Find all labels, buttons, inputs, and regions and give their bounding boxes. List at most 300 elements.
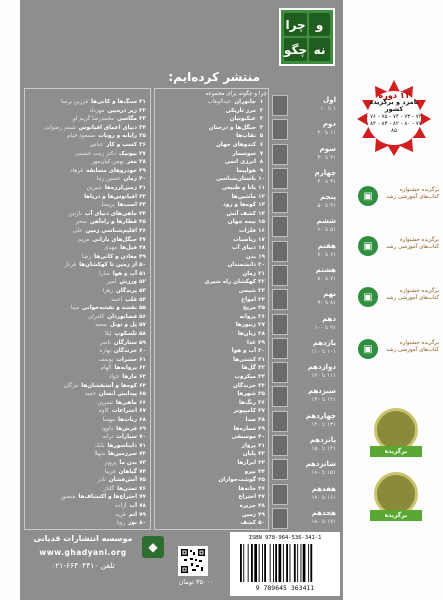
item-title: ربات‌ها (117, 416, 137, 423)
book-thumbnail (272, 435, 288, 456)
item-number: ۸ (259, 159, 264, 166)
volume-name: هشتم (315, 265, 336, 274)
list-item (157, 313, 267, 322)
item-author: مریم (77, 236, 90, 243)
list-item (28, 244, 148, 253)
list-item (28, 304, 148, 313)
books-list-middle (157, 98, 267, 528)
item-author: نازنین (68, 210, 82, 217)
volume-name: دهم (322, 314, 336, 323)
item-number: ۶۶ (139, 399, 146, 406)
item-title: ماهی‌ها (115, 399, 137, 406)
item-number: ۳۹ (139, 167, 146, 174)
item-number: ۶۲ (139, 365, 146, 372)
volume-range: ۵۱ تا ۶۰ (317, 227, 336, 234)
list-item (28, 339, 148, 348)
medal-ribbon: برگزیده (370, 510, 422, 521)
volume-spine (272, 264, 338, 287)
list-item (28, 321, 148, 330)
list-item (28, 407, 148, 416)
item-title: دنیای آب (232, 245, 256, 252)
item-author: پریسا (101, 202, 115, 209)
book-icon: ▣ (358, 339, 378, 359)
item-number: ۵۹ (139, 339, 146, 346)
list-item (28, 485, 148, 494)
item-number: ۴۶ (139, 227, 146, 234)
book-thumbnail (272, 95, 288, 116)
item-number: ۳۲ (139, 107, 146, 114)
item-author: بابک (94, 442, 105, 449)
list-item (157, 141, 267, 150)
item-title: زمان (242, 270, 256, 277)
volume-name: اول (323, 96, 336, 104)
list-item (157, 390, 267, 399)
list-item (157, 347, 267, 356)
volume-spine (272, 143, 338, 166)
item-title: مرز تاریکی (225, 107, 256, 114)
publisher-website: www.ghadyani.org (39, 548, 127, 557)
medal-badge (370, 408, 422, 464)
list-item (28, 442, 148, 451)
item-title: انرژی اتمی (224, 159, 256, 166)
item-title: غذا (247, 339, 256, 346)
item-number: ۲۵ (258, 305, 265, 312)
item-number: ۳۴ (139, 124, 146, 131)
item-author: مسعود خیام (67, 133, 96, 140)
item-number: ۳۴ (258, 382, 265, 389)
item-number: ۵ (259, 133, 264, 140)
item-number: ۱۸ (258, 245, 265, 252)
item-number: ۱۵ (258, 219, 265, 226)
item-number: ۷۶ (139, 485, 146, 492)
list-item (28, 459, 148, 468)
item-title: خانه‌ها (238, 485, 256, 492)
item-author: زهرا (102, 288, 113, 295)
item-title: زمین (241, 511, 256, 518)
item-title: فیل‌ها (120, 245, 137, 252)
item-number: ۲۶ (258, 313, 265, 320)
item-number: ۷۲ (139, 451, 146, 458)
item-author: فرهاد (70, 167, 84, 174)
item-title: باستان‌شناسی (216, 176, 256, 183)
item-title: بدن ما (119, 459, 137, 466)
award-badge (355, 335, 440, 373)
item-title: کهکشان راه شیری (204, 279, 256, 286)
volume-range: ۹۱ تا ۱۰۰ (314, 324, 336, 331)
item-number: ۳۳ (139, 116, 146, 123)
volume-spine (272, 507, 338, 530)
volume-name: هفدهم (311, 484, 336, 493)
item-author: داوود (101, 425, 114, 432)
logo-letter: چگو (284, 38, 307, 61)
volume-name: هجدهم (311, 508, 336, 517)
item-number: ۴۱ (139, 184, 146, 191)
middle-list-header: چرا و چگونه برای مجموعه (205, 91, 267, 97)
item-title: پل و تونل (109, 322, 137, 329)
list-item (157, 407, 267, 416)
volume-name: سوم (319, 144, 336, 153)
item-number: ۴۴ (139, 210, 146, 217)
item-title: آتش‌فشان (108, 477, 137, 484)
item-author: لیلا (104, 331, 112, 338)
book-thumbnail (272, 144, 288, 165)
item-title: زبان‌ها (237, 331, 256, 338)
volume-spines (272, 94, 338, 531)
item-title: ابزارها (237, 459, 256, 466)
item-number: ۲۸ (258, 331, 265, 338)
list-item (157, 193, 267, 202)
list-item (28, 218, 148, 227)
item-title: قطارها و راه‌آهن (89, 219, 137, 226)
item-title: گل‌ها (241, 365, 256, 372)
item-author: شیرین (86, 184, 102, 191)
item-number: ۷۳ (139, 459, 146, 466)
item-number: ۶۱ (139, 356, 146, 363)
item-number: ۵۸ (139, 331, 146, 338)
award-badge (355, 283, 440, 321)
item-title: زمین‌لرزه‌ها (104, 184, 137, 191)
item-number: ۳۳ (258, 374, 265, 380)
volume-name: نهم (323, 290, 336, 299)
item-author: حمید (84, 391, 96, 398)
item-number: ۴ (259, 124, 264, 131)
list-item (28, 364, 148, 373)
item-author: نادر (97, 477, 106, 484)
item-author: مژگان (63, 382, 79, 389)
item-number: ۱۶ (258, 227, 265, 234)
volume-range: ۲۱ تا ۳۰ (317, 154, 336, 161)
list-item (157, 296, 267, 305)
list-item (157, 278, 267, 287)
item-title: تلسکوپ (114, 331, 137, 338)
book-thumbnail (272, 386, 288, 407)
list-item (28, 227, 148, 236)
list-item (28, 193, 148, 202)
item-author: مهسا (102, 416, 115, 423)
award-subtitle: نامزد و برگزیده (369, 98, 419, 107)
item-title: اختراع (238, 494, 256, 501)
list-item (28, 132, 148, 141)
item-number: ۱۹ (258, 253, 265, 260)
list-item (28, 425, 148, 434)
item-number: ۳۱ (139, 99, 146, 105)
list-item (157, 373, 267, 382)
list-item (28, 519, 148, 528)
list-item (157, 158, 267, 167)
volume-range: ۸۱ تا ۹۰ (317, 300, 336, 307)
list-item (28, 330, 148, 339)
item-number: ۲۹ (258, 339, 265, 346)
list-item (157, 167, 267, 176)
list-item (157, 115, 267, 124)
item-author: ناصر (99, 339, 111, 346)
item-title: نقاب‌ها (236, 133, 256, 140)
list-item (157, 175, 267, 184)
item-title: امواج (241, 296, 256, 303)
item-title: پیدایش انسان (98, 391, 137, 398)
list-item (157, 356, 267, 365)
item-title: گوشت‌خواران (218, 477, 256, 484)
item-number: ۱۰ (258, 176, 265, 183)
list-item (157, 459, 267, 468)
list-item (157, 450, 267, 459)
item-title: زمان (123, 176, 137, 183)
list-item (28, 261, 148, 270)
item-title: اتم (128, 511, 137, 518)
item-author: فریبا (104, 468, 116, 475)
volume-name: چهارم (314, 168, 336, 177)
book-icon: ▣ (358, 236, 378, 256)
list-item (157, 468, 267, 477)
item-number: ۱۱ (258, 184, 265, 191)
item-author: سعید (94, 322, 107, 329)
list-item (28, 253, 148, 262)
item-title: سوسمار (232, 150, 256, 157)
list-item (157, 236, 267, 245)
item-number: ۷۸ (139, 502, 146, 509)
list-item (28, 201, 148, 210)
item-author: شبنم رضوانی (44, 124, 76, 131)
item-title: نور (128, 520, 137, 527)
item-title: کامپیوتر (233, 408, 256, 415)
item-author: محمدرضا گریم لو (72, 116, 115, 123)
volume-range: ۶۱ تا ۷۰ (317, 251, 336, 258)
book-thumbnail (272, 411, 288, 432)
price-label: ۳۵۰۰۰ تومان (178, 578, 214, 586)
item-number: ۵۴ (139, 296, 146, 303)
item-number: ۴۸ (139, 245, 146, 252)
item-title: کشتی‌ها (233, 356, 256, 363)
item-title: آب و هوا (112, 270, 137, 277)
book-thumbnail (272, 508, 288, 529)
item-title: خودروهای مسابقه (86, 167, 137, 174)
volume-range: ۱۱۱ تا ۱۲۰ (311, 373, 336, 380)
list-item (28, 236, 148, 245)
volume-spine (272, 215, 338, 238)
item-number: ۳۷ (258, 408, 265, 415)
volume-range: ۱۰۱ تا ۱۱۰ (311, 348, 336, 355)
item-author: گلناز (103, 485, 115, 492)
item-author: عباس (89, 141, 104, 148)
item-number: ۳۵ (139, 133, 146, 140)
book-thumbnail (272, 265, 288, 286)
list-item (28, 399, 148, 408)
item-title: میکروب (234, 374, 256, 380)
item-number: ۴۶ (258, 485, 265, 492)
item-title: شهرها (237, 391, 256, 398)
item-title: پروانه‌ها (114, 365, 137, 372)
item-number: ۵۵ (139, 305, 146, 312)
item-number: ۵۰ (258, 520, 265, 527)
list-item (28, 356, 148, 365)
volume-range: ۳۱ تا ۴۰ (317, 178, 336, 185)
item-author: احمد (110, 296, 123, 303)
item-author: شهلا (94, 451, 106, 458)
volume-name: هفتم (317, 241, 336, 250)
item-number: ۵۰ (139, 262, 146, 269)
item-title: اختراع‌ها و اکتشاف‌ها (78, 494, 137, 501)
item-author: فرید (115, 511, 126, 518)
item-title: سیاره‌ها (233, 425, 256, 432)
list-item (157, 416, 267, 425)
list-item (157, 321, 267, 330)
item-number: ۴۱ (258, 442, 265, 449)
item-author: آزاده (115, 502, 127, 509)
item-title: بدن (245, 253, 256, 260)
item-title: رایانه و روبات (98, 133, 137, 140)
item-number: ۵۶ (139, 313, 146, 320)
qr-code-icon (178, 546, 208, 576)
item-title: پرواز (241, 442, 256, 449)
item-author: عبدالوهاب (207, 99, 232, 105)
list-item (28, 468, 148, 477)
item-title: فضانوردان (107, 313, 137, 320)
list-item (28, 141, 148, 150)
item-author: فرزین برسا (60, 99, 89, 105)
item-number: ۱ (259, 99, 264, 105)
item-title: کندوهای جهان (216, 141, 256, 148)
list-item (157, 227, 267, 236)
item-author: بهاره (99, 348, 112, 355)
list-item (28, 115, 148, 124)
award-badge-text: برگزیده جشنواره کتاب‌های آموزشی رشد (386, 237, 439, 250)
item-title: آب (129, 502, 137, 509)
book-thumbnail (272, 459, 288, 480)
item-number: ۷۴ (139, 468, 146, 475)
item-number: ۶۳ (139, 374, 146, 380)
list-item (157, 502, 267, 511)
item-author: منصور (60, 494, 76, 501)
volume-name: سیزدهم (307, 387, 336, 396)
list-item (157, 330, 267, 339)
item-title: خزندگان (114, 348, 137, 355)
item-number: ۷۱ (139, 442, 146, 449)
item-author: دکتر زینب حسینی (74, 150, 116, 157)
item-title: اسب‌ها (117, 202, 137, 209)
volume-name: یازدهم (312, 338, 336, 347)
item-author: سارا (99, 270, 110, 277)
item-number: ۵۲ (139, 279, 146, 286)
item-number: ۳۷ (139, 150, 146, 157)
volume-range: ۱۱ تا ۲۰ (317, 130, 336, 137)
list-item (157, 253, 267, 262)
volume-spine (272, 240, 338, 263)
list-item (28, 416, 148, 425)
logo-letter: نه (309, 38, 330, 61)
list-item (28, 98, 148, 107)
list-item (28, 511, 148, 520)
item-title: مگاسی (117, 116, 137, 123)
book-thumbnail (272, 241, 288, 262)
volume-spine (272, 313, 338, 336)
item-title: جزیره (239, 502, 256, 509)
item-title: سنگ‌ها و کانی‌ها (91, 99, 137, 105)
item-author: نسرین (97, 399, 113, 406)
item-number: ۱۴ (258, 210, 265, 217)
award-count: ۱۱ دوره (378, 91, 410, 100)
item-number: ۷۵ (139, 477, 146, 484)
item-number: ۶۴ (139, 382, 146, 389)
volume-spine (272, 361, 338, 384)
item-author: مینا (70, 305, 79, 312)
list-item (157, 304, 267, 313)
volume-name: دوازدهم (307, 363, 336, 372)
item-title: نیمه جهان (227, 219, 256, 226)
item-title: صدا (245, 416, 256, 423)
list-item (28, 167, 148, 176)
publisher-phone: تلفن ۶۶۴۰۴۴۱۰-۰۲۱ (51, 561, 115, 570)
item-author: فرناز (64, 262, 77, 269)
medal-badge (370, 472, 422, 528)
item-author: سحر (75, 219, 87, 226)
item-number: ۵۳ (139, 288, 146, 295)
book-thumbnail (272, 289, 288, 310)
item-title: گیاهان (118, 468, 137, 475)
item-number: ۳۶ (139, 141, 146, 148)
item-title: اقلیم‌شناسی زمین (85, 227, 137, 234)
item-number: ۲۳ (258, 288, 265, 295)
medal-ribbon: برگزیده (370, 446, 422, 457)
item-author: مهرداد (89, 107, 105, 114)
item-author: کاوه (98, 408, 109, 415)
item-number: ۳۸ (139, 159, 146, 166)
publisher-logo-icon: ◆ (142, 536, 164, 558)
item-title: آب و هوا (231, 348, 256, 355)
item-number: ۴۲ (258, 451, 265, 458)
item-title: جنگل‌ها و درختان (208, 124, 256, 131)
list-item (157, 218, 267, 227)
award-badge (355, 232, 440, 270)
item-number: ۲ (259, 107, 264, 114)
item-author: ترانه (102, 434, 114, 441)
item-number: ۵۷ (139, 322, 146, 329)
list-item (28, 450, 148, 459)
book-icon: ▣ (358, 186, 378, 206)
list-item (157, 476, 267, 485)
item-title: نقشه و نقشه‌خوانی (81, 305, 137, 312)
item-number: ۲۰ (258, 262, 265, 269)
item-number: ۴۳ (258, 459, 265, 466)
volume-spine (272, 458, 338, 481)
item-title: دایناسورها (107, 442, 137, 449)
list-item (157, 511, 267, 520)
list-item (28, 296, 148, 305)
item-number: ۶۹ (139, 425, 146, 432)
volume-range: ۱۲۱ تا ۱۳۰ (311, 397, 336, 404)
item-title: معادن و کانی‌ها (94, 253, 137, 260)
item-number: ۴۵ (258, 477, 265, 484)
list-item (28, 493, 148, 502)
item-title: زنبورها (235, 322, 256, 329)
list-item (157, 132, 267, 141)
item-title: زیر ذره‌بین (107, 107, 137, 114)
list-item (157, 399, 267, 408)
book-icon: ▣ (358, 287, 378, 307)
list-item (157, 442, 267, 451)
item-author: رویا (116, 520, 126, 527)
item-number: ۳۲ (258, 365, 265, 372)
list-item (157, 150, 267, 159)
item-author: امیر (107, 279, 117, 286)
item-title: کوه‌ها و رود (223, 202, 256, 209)
item-title: سیارات (116, 434, 137, 441)
item-number: ۳۸ (258, 416, 265, 423)
award-years: ۷۲ - ۷۳ - ۷۴ - ۷۵ - ۷۶ - ۷۷ - ۸۰ - ۸۲ - ۸۳ - ۸۴ - ۸۵ (366, 113, 422, 135)
list-item (28, 502, 148, 511)
list-item (157, 244, 267, 253)
isbn-label: ISBN 978-964-536-341-1 (248, 535, 322, 541)
item-number: ۳۱ (258, 356, 265, 363)
